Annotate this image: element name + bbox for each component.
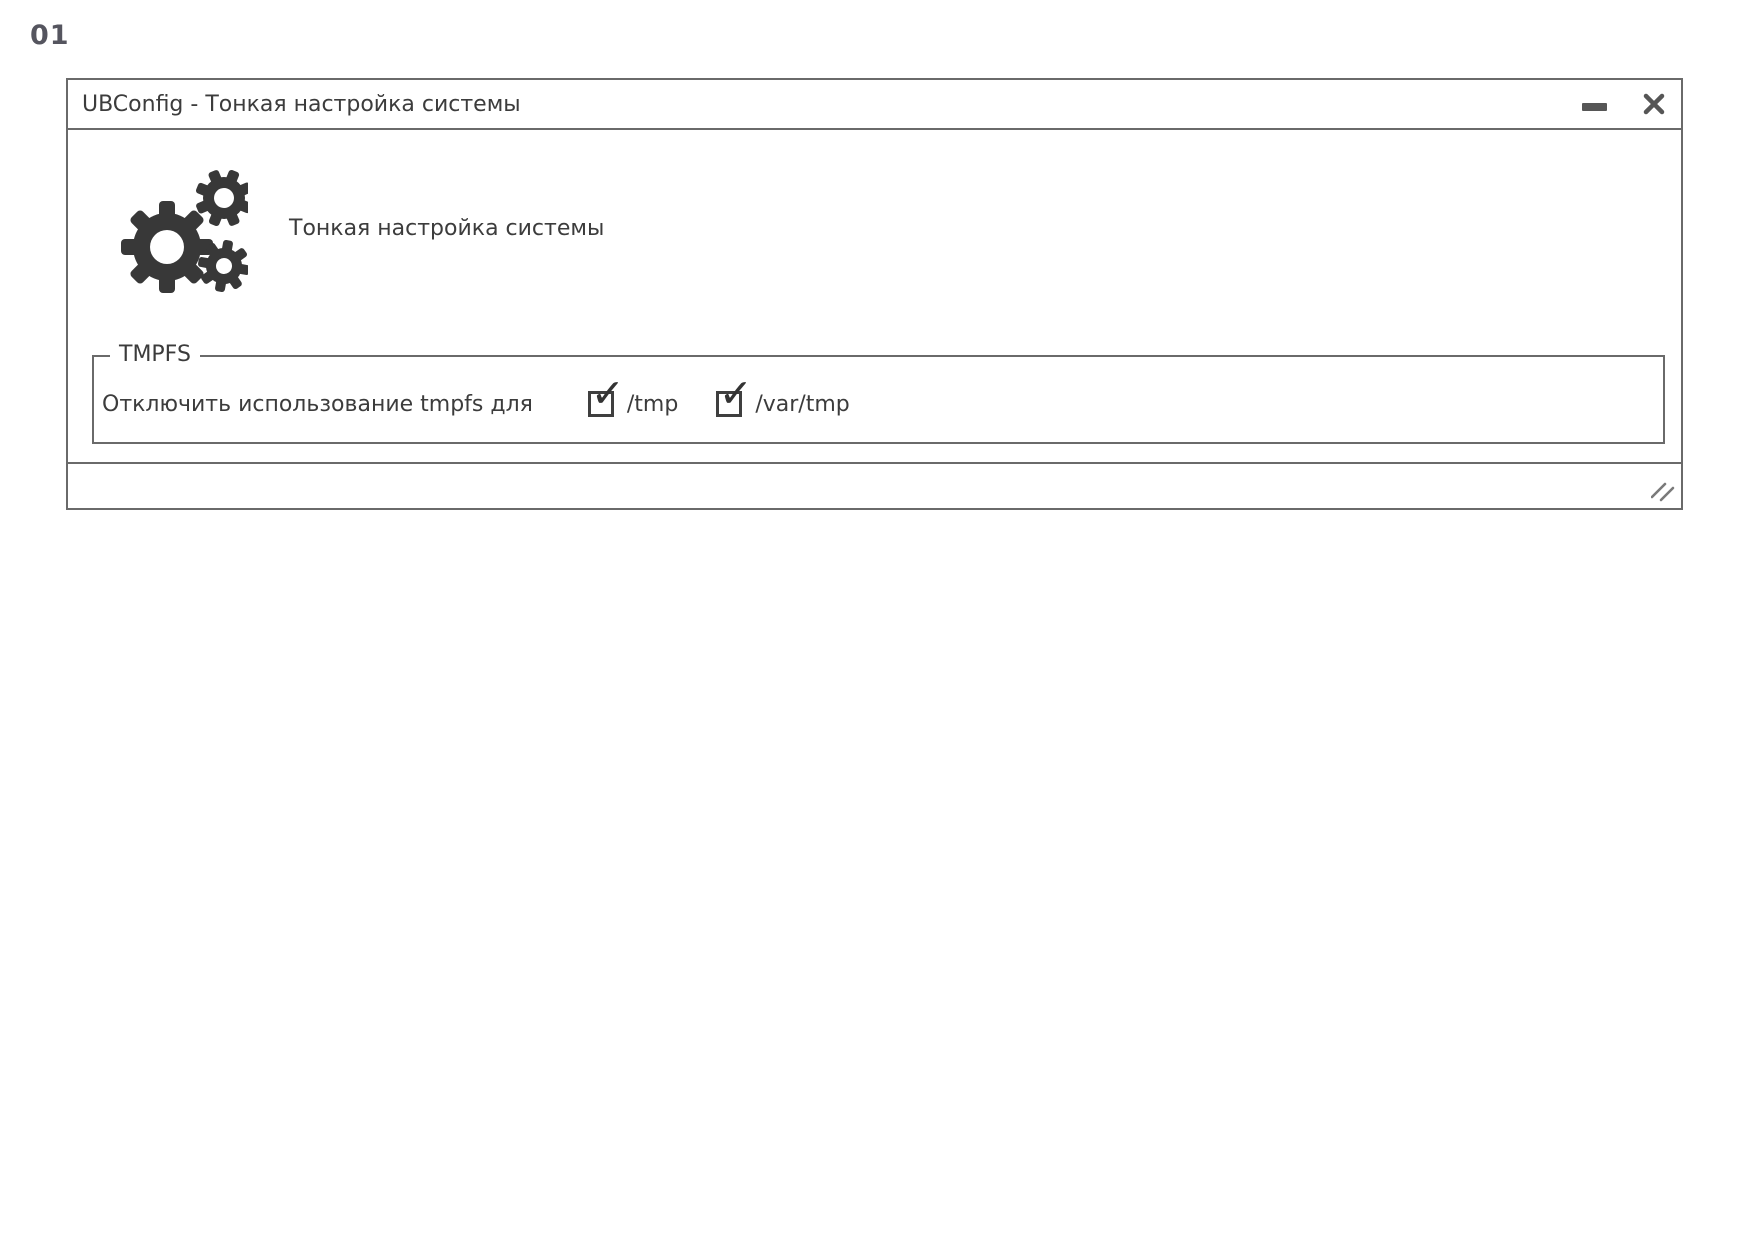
status-bar bbox=[68, 462, 1681, 508]
resize-grip-icon[interactable] bbox=[1651, 482, 1675, 502]
checkmark-icon bbox=[719, 373, 754, 414]
checkbox-var-tmp-box[interactable] bbox=[716, 391, 742, 417]
close-icon bbox=[1642, 92, 1666, 116]
minimize-button[interactable] bbox=[1581, 91, 1607, 117]
checkmark-icon bbox=[590, 373, 625, 414]
checkbox-tmp-label[interactable]: /tmp bbox=[626, 391, 679, 417]
checkbox-var-tmp[interactable] bbox=[716, 391, 849, 417]
ubconfig-window bbox=[66, 78, 1683, 510]
gears-icon bbox=[120, 166, 248, 296]
checkbox-tmp[interactable] bbox=[588, 391, 678, 417]
tmpfs-legend: TMPFS bbox=[110, 342, 200, 367]
close-button[interactable] bbox=[1641, 91, 1667, 117]
tmpfs-disable-label: Отключить использование tmpfs для bbox=[102, 391, 533, 417]
tmpfs-option-row bbox=[102, 387, 1653, 421]
window-controls bbox=[1581, 80, 1681, 128]
checkbox-var-tmp-label[interactable]: /var/tmp bbox=[755, 391, 850, 417]
minimize-icon bbox=[1582, 103, 1607, 111]
window-titlebar[interactable] bbox=[68, 80, 1681, 130]
tmpfs-groupbox bbox=[92, 342, 1665, 444]
window-title: UBConfig - Тонкая настройка системы bbox=[82, 91, 521, 117]
slide-number: 01 bbox=[30, 20, 70, 51]
app-header-title: Тонкая настройка системы bbox=[289, 216, 605, 241]
checkbox-tmp-box[interactable] bbox=[588, 391, 614, 417]
